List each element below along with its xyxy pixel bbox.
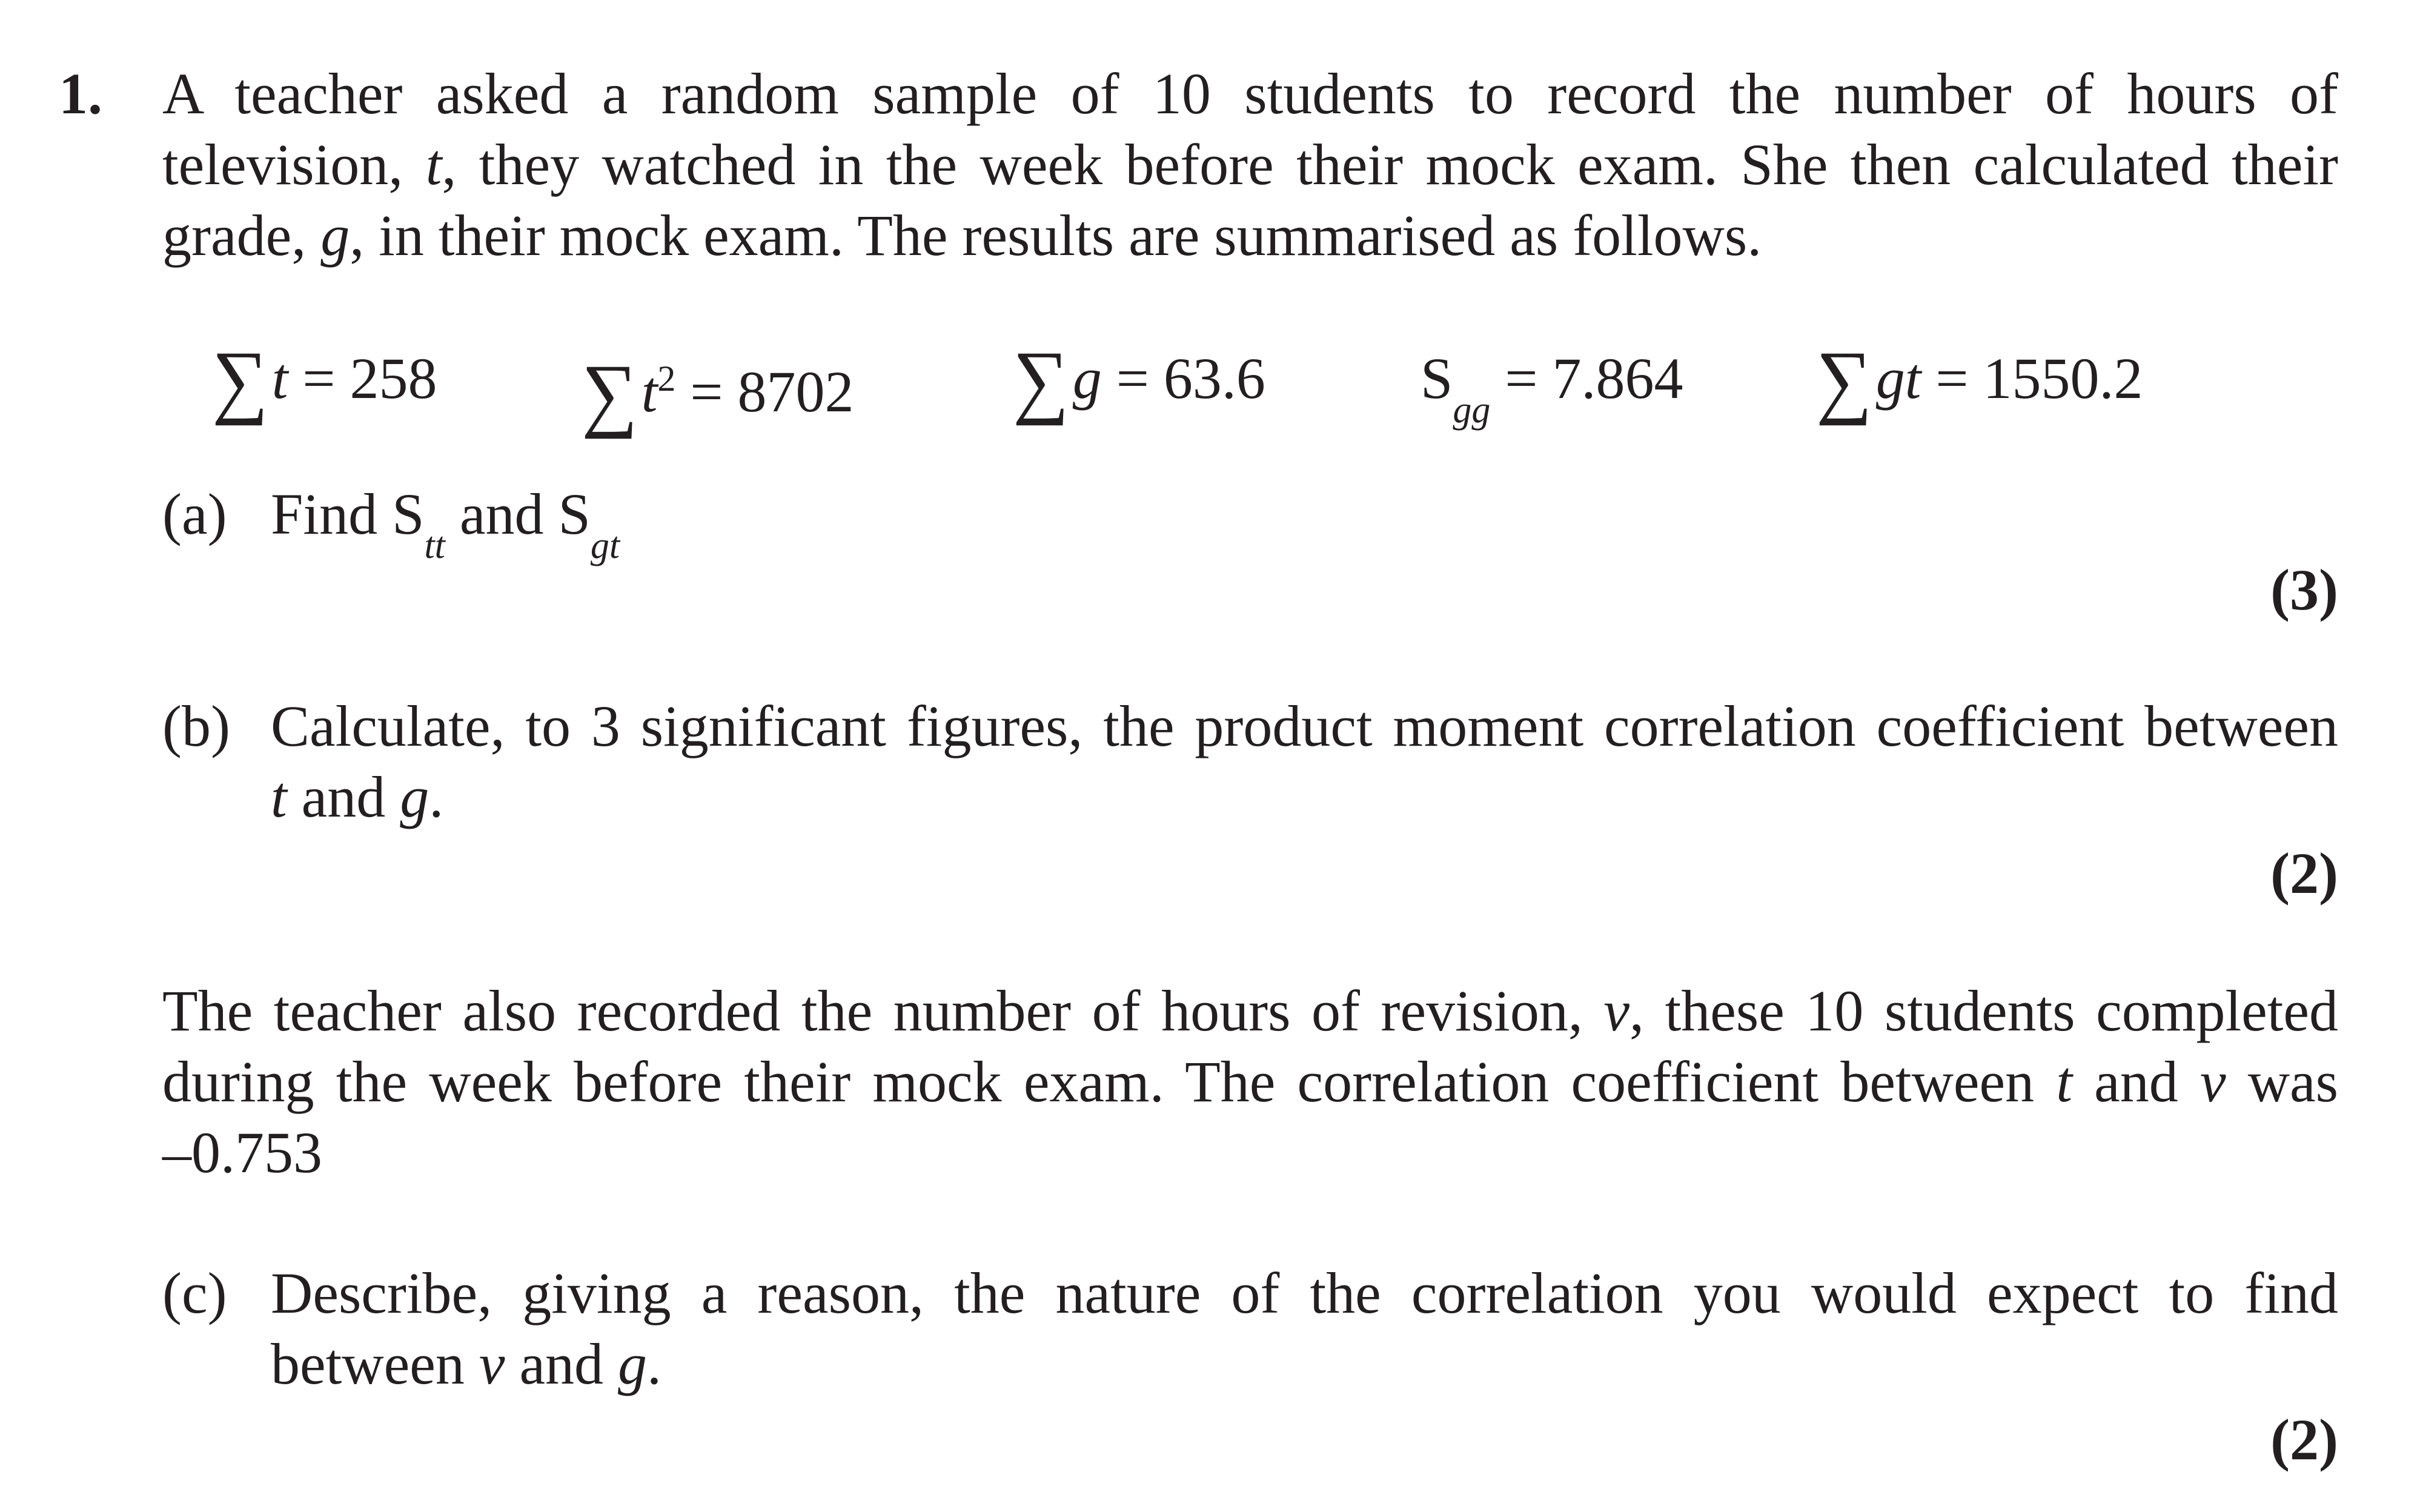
variable-t: t: [425, 132, 442, 197]
sigma-icon: ∑: [212, 334, 268, 426]
part-a-marks: (3): [2270, 557, 2338, 622]
part-a: [162, 479, 620, 582]
part-b-marks: (2): [2270, 841, 2338, 906]
sigma-icon: ∑: [1816, 334, 1872, 426]
value: = 258: [288, 346, 437, 411]
intro-line-1: [162, 58, 2338, 129]
summary-sum-t: [212, 334, 437, 426]
value: = 63.6: [1101, 346, 1265, 411]
correlation-value: –0.753: [162, 1120, 322, 1185]
variable: t: [271, 346, 288, 411]
subscript: gg: [1453, 390, 1491, 431]
sigma-icon: ∑: [1013, 334, 1069, 426]
part-b-line-1: Calculate, to 3 significant figures, the product moment correlation coefficient between: [271, 694, 2338, 758]
value: = 1550.2: [1921, 346, 2143, 411]
variable-v: v: [2200, 1049, 2226, 1114]
part-b-text: and: [287, 764, 400, 829]
part-c-label: (c): [162, 1261, 227, 1325]
part-c-text: and: [505, 1331, 618, 1396]
variable: gt: [1875, 346, 1921, 411]
part-b-text: .: [429, 764, 444, 829]
variable-t: t: [271, 764, 287, 829]
part-a-text: Find S: [271, 482, 425, 546]
revision-line-2: [162, 1046, 2338, 1117]
intro-line-2: [162, 129, 2338, 200]
variable-g: g: [400, 764, 429, 829]
part-c-marks: (2): [2270, 1407, 2338, 1472]
variable: t: [641, 359, 658, 424]
intro-text: television,: [162, 132, 426, 197]
part-c-line-1: Describe, giving a reason, the nature of the correlation you would expect to find: [271, 1261, 2338, 1325]
part-a-label: (a): [162, 482, 227, 546]
part-c-text: .: [647, 1331, 662, 1396]
revision-line-1: [162, 975, 2338, 1046]
variable-g: g: [320, 203, 350, 268]
part-a-text: and S: [445, 482, 591, 546]
part-c-line-2: [271, 1328, 661, 1399]
subscript: gt: [590, 525, 620, 566]
variable-v: v: [479, 1331, 505, 1396]
variable-v: v: [1603, 978, 1630, 1043]
summary-sum-g: [1013, 334, 1265, 426]
intro-text: A teacher asked a random sample of 10 students to record the number of hours of: [162, 61, 2338, 126]
variable-t: t: [2056, 1049, 2072, 1114]
part-c-text: between: [271, 1331, 479, 1396]
paragraph-text: during the week before their mock exam. The correlation coefficient between: [162, 1049, 2057, 1114]
part-b-label: (b): [162, 694, 230, 758]
sigma-icon: ∑: [582, 348, 638, 440]
paragraph-text: and: [2072, 1049, 2200, 1114]
variable: g: [1072, 346, 1102, 411]
question-number: 1.: [59, 61, 102, 126]
summary-sum-gt: [1816, 334, 2143, 426]
summary-sum-t-squared: [582, 339, 854, 440]
part-b-line-2: [271, 761, 443, 832]
intro-text: , in their mock exam. The results are summarised as follows.: [350, 203, 1762, 268]
paragraph-text: , these 10 students completed: [1629, 978, 2339, 1043]
variable-g: g: [618, 1331, 648, 1396]
paragraph-text: The teacher also recorded the number of hours of revision,: [162, 978, 1604, 1043]
summary-s-gg: [1421, 339, 1683, 449]
value: = 7.864: [1490, 346, 1683, 411]
subscript: tt: [424, 525, 445, 566]
intro-text: , they watched in the week before their mock exam. She then calculated their: [442, 132, 2339, 197]
intro-text: grade,: [162, 203, 321, 268]
exponent: 2: [657, 359, 676, 399]
paragraph-text: was: [2226, 1049, 2339, 1114]
s-symbol: S: [1421, 346, 1453, 411]
intro-line-3: [162, 200, 2338, 271]
value: = 8702: [675, 359, 854, 424]
